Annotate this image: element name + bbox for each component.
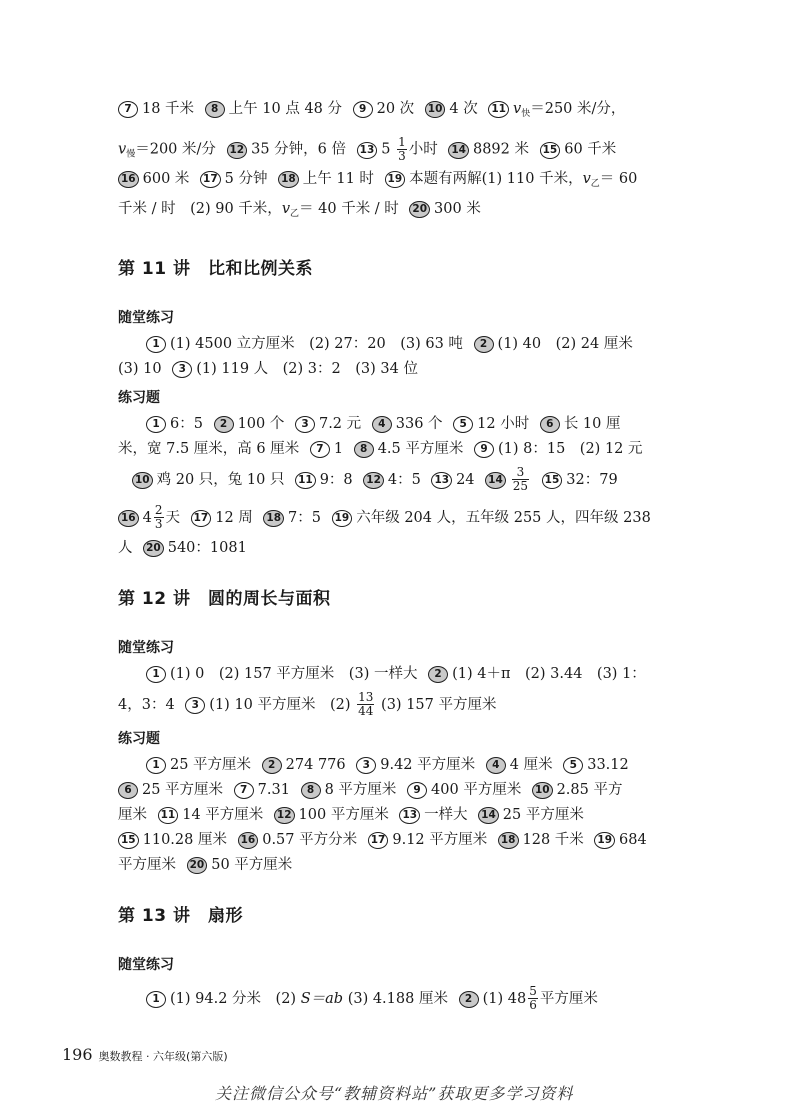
answer-number: 3 [185,697,205,714]
answer-number: 2 [262,757,282,774]
answer-number: 16 [118,510,139,527]
answer-text: 六年级 204 人，五年级 255 人，四年级 238 [356,509,651,526]
answer-text: 4 [142,509,152,526]
answer-number: 6 [540,416,560,433]
fraction [528,985,538,1012]
answer-text: 4：5 [387,471,421,488]
velocity-subscript: 乙 [590,178,600,189]
answer-text: 25 平方厘米 [142,781,224,798]
answer-line [118,781,690,800]
answer-text: (1) 10 平方厘米 (2) [209,696,351,713]
answer-text: 7.2 元 [318,415,362,432]
answer-number: 10 [132,472,153,489]
answer-text: 4 次 [449,101,478,117]
answer-text: 6：5 [170,415,203,432]
answer-text: (1) 4＋π (2) 3.44 (3) 1： [452,665,646,682]
answer-line [118,360,690,379]
answer-text: ＝250 米/分， [530,101,626,117]
answer-line [118,806,690,825]
answer-line [118,100,690,124]
answer-line [118,665,690,684]
answer-number: 1 [146,666,166,683]
answer-number: 10 [425,101,446,118]
answer-text: 0.57 平方分米 [262,831,358,848]
answer-text: 14 平方厘米 [182,806,264,823]
answer-number: 8 [354,441,374,458]
answer-text: 300 米 [434,200,481,217]
answer-text: 274 776 [285,756,346,773]
answer-number: 17 [368,832,389,849]
answer-text: 2.85 平方 [556,781,623,798]
fraction-denominator: 3 [154,517,163,531]
practice-heading: 随堂练习 [118,309,174,326]
answer-text: 一样大 [424,806,468,823]
answer-number: 17 [200,171,221,188]
answer-text: 100 平方厘米 [298,806,389,823]
answer-line [118,856,690,875]
answer-number: 2 [428,666,448,683]
answer-line [118,756,690,775]
fraction-denominator: 6 [529,998,537,1012]
answer-number: 4 [486,757,506,774]
answer-number: 15 [540,142,561,159]
velocity-symbol: v [281,200,291,217]
lecture-title: 第 13 讲 扇形 [118,905,243,926]
answer-content [118,100,690,1020]
answer-number: 8 [205,101,225,118]
answer-text: 9.12 平方厘米 [392,831,488,848]
answer-text: 60 千米 [564,141,617,158]
answer-text: (1) 40 (2) 24 厘米 [497,335,633,352]
answer-text: 25 平方厘米 [170,756,252,773]
answer-text: (1) 0 (2) 157 平方厘米 (3) 一样大 [170,665,418,682]
answer-text: 9：8 [319,471,353,488]
answer-number: 15 [542,472,563,489]
answer-text: 1 [333,440,344,457]
answer-number: 3 [356,757,376,774]
answer-number: 17 [191,510,212,527]
answer-text: 35 分钟，6 倍 [251,141,347,158]
answer-text: 人 [118,539,133,556]
answer-text: 鸡 20 只，兔 10 只 [156,471,285,488]
answer-text: 上午 11 时 [302,170,374,187]
fraction-denominator: 25 [512,479,529,493]
fraction-numerator: 1 [398,135,406,149]
answer-text: 8 平方厘米 [324,781,397,798]
answer-line [118,415,690,434]
answer-text: 12 周 [215,509,253,526]
answer-number: 14 [448,142,469,159]
answer-number: 19 [385,171,406,188]
page-footer [62,1045,228,1064]
answer-number: 9 [407,782,427,799]
answer-number: 3 [295,416,315,433]
fraction-numerator: 5 [529,984,537,998]
fraction [397,136,407,163]
answer-number: 7 [234,782,254,799]
answer-text: (3) 4.188 厘米 [347,990,448,1007]
fraction-denominator: 44 [358,704,374,718]
answer-line [118,440,690,459]
answer-text: 7：5 [288,509,321,526]
answer-number: 8 [301,782,321,799]
answer-text: 4 厘米 [509,756,553,773]
answer-text: 336 个 [395,415,443,432]
answer-text: (1) 94.2 分米 (2) [170,990,297,1007]
answer-number: 18 [263,510,284,527]
formula: S＝ab [300,990,344,1007]
answer-text: (1) 48 [482,990,527,1007]
answer-text: ＝ 40 千米 / 时 [299,200,399,217]
answer-text: 24 [456,471,475,488]
answer-text: 平方厘米 [118,856,176,873]
answer-number: 9 [474,441,494,458]
answer-line [118,463,690,497]
answer-number: 12 [274,807,295,824]
answer-number: 6 [118,782,138,799]
answer-text: 540：1081 [167,539,247,556]
fraction-numerator: 13 [358,690,374,704]
answer-line [118,982,690,1016]
answer-text: 400 平方厘米 [431,781,522,798]
book-title: 奥数教程 · 六年级(第六版) [98,1050,228,1063]
answer-number: 2 [474,336,494,353]
answer-number: 19 [594,832,615,849]
answer-text: 9.42 平方厘米 [380,756,476,773]
answer-number: 7 [118,101,138,118]
answer-text: 厘米 [118,806,147,823]
answer-text: (1) 119 人 (2) 3：2 (3) 34 位 [196,360,418,377]
answer-number: 12 [227,142,248,159]
answer-text: 平方厘米 [539,990,598,1007]
answer-line [118,539,690,558]
answer-line [118,200,690,224]
answer-number: 15 [118,832,139,849]
answer-number: 11 [488,101,509,118]
velocity-subscript: 快 [521,109,531,119]
answer-text: 32：79 [566,471,618,488]
answer-text: 18 千米 [142,101,195,117]
answer-number: 14 [485,472,506,489]
velocity-subscript: 乙 [290,208,300,219]
answer-number: 9 [353,101,373,118]
answer-number: 20 [409,201,430,218]
answer-number: 1 [146,336,166,353]
lecture-title: 第 12 讲 圆的周长与面积 [118,588,331,609]
exercise-heading: 练习题 [118,730,160,747]
answer-text: 长 10 厘 [563,415,621,432]
answer-text: 110.28 厘米 [142,831,227,848]
answer-text: 684 [619,831,647,848]
answer-number: 19 [332,510,353,527]
answer-number: 20 [143,540,164,557]
answer-text: 33.12 [587,756,629,773]
answer-number: 16 [238,832,259,849]
velocity-symbol: v [582,170,591,187]
answer-number: 11 [158,807,179,824]
velocity-symbol: v [118,141,127,158]
answer-number: 7 [310,441,330,458]
answer-text: 4.5 平方厘米 [377,440,464,457]
answer-number: 10 [532,782,553,799]
answer-text: 20 次 [376,101,415,117]
answer-line [118,688,690,722]
answer-text: 5 分钟 [224,170,268,187]
answer-number: 20 [187,857,208,874]
answer-text: (3) 10 [118,360,162,377]
answer-line [118,501,690,535]
fraction-numerator: 3 [512,466,529,480]
answer-number: 1 [146,416,166,433]
fraction [154,504,164,531]
answer-text: 600 米 [142,170,190,187]
answer-number: 14 [478,807,499,824]
answer-line [118,831,690,850]
answer-text: ＝ 60 [599,170,638,187]
answer-text: 12 小时 [477,415,530,432]
answer-text: 128 千米 [522,831,584,848]
answer-number: 13 [399,807,420,824]
fraction-numerator: 2 [154,503,163,517]
answer-number: 11 [295,472,316,489]
exercise-heading: 练习题 [118,389,160,406]
answer-number: 5 [453,416,473,433]
answer-text: 本题有两解(1) 110 千米， [409,170,583,187]
answer-text: 上午 10 点 48 分 [228,101,343,117]
page-number: 196 [62,1045,93,1064]
answer-text: 5 [381,141,391,158]
answer-number: 5 [563,757,583,774]
answer-text: 50 平方厘米 [211,856,293,873]
answer-number: 4 [372,416,392,433]
answer-number: 12 [363,472,384,489]
practice-heading: 随堂练习 [118,639,174,656]
answer-number: 16 [118,171,139,188]
answer-text: 千米 / 时 (2) 90 千米， [118,200,282,217]
answer-number: 1 [146,991,166,1008]
answer-text: 小时 [408,141,438,158]
answer-text: 天 [165,509,180,526]
velocity-subscript: 慢 [126,149,136,160]
answer-number: 18 [278,171,299,188]
lecture-title: 第 11 讲 比和比例关系 [118,258,313,279]
answer-line [118,335,690,354]
answer-number: 2 [214,416,234,433]
answer-number: 13 [357,142,378,159]
answer-line [118,170,690,194]
practice-heading: 随堂练习 [118,956,174,973]
answer-text: ＝200 米/分 [135,141,216,158]
answer-text: 25 平方厘米 [502,806,584,823]
answer-text: (1) 8：15 (2) 12 元 [497,440,643,457]
answer-text: 7.31 [257,781,290,798]
answer-number: 13 [431,472,452,489]
answer-text: 100 个 [237,415,285,432]
answer-text: 米，宽 7.5 厘米，高 6 厘米 [118,440,300,457]
answer-text: (3) 157 平方厘米 [381,696,497,713]
answer-text: 4，3：4 [118,696,175,713]
fraction [512,466,529,493]
answer-text: 8892 米 [472,141,529,158]
watermark-text: 关注微信公众号“教辅资料站”获取更多学习资料 [215,1084,574,1103]
fraction [357,691,374,718]
answer-line [118,136,690,168]
answer-number: 3 [172,361,192,378]
velocity-symbol: v [513,101,522,117]
fraction-denominator: 3 [398,149,406,163]
answer-text: (1) 4500 立方厘米 (2) 27：20 (3) 63 吨 [170,335,463,352]
answer-number: 2 [459,991,479,1008]
answer-number: 1 [146,757,166,774]
answer-number: 18 [498,832,519,849]
